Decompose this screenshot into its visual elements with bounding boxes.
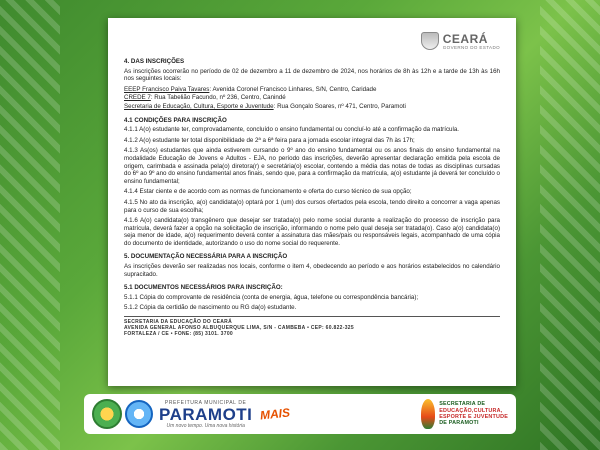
leaf-emblem-icon bbox=[421, 399, 435, 429]
section-5-1-title: 5.1 DOCUMENTOS NECESSÁRIOS PARA INSCRIÇÃO: bbox=[124, 284, 283, 292]
paragraph-4-1-3: 4.1.3 As(os) estudantes que ainda estiverem cursando o 9º ano do ensino fundamental ou os anos finais do ensino fundamental na modalidade Educação de Jovens e Adultos - EJA, no período das inscrições, deverão apresentar declaração emitida pela escola de origem, carimbada e assinada pela(o) diretora(r) e secretária(o) escolar, contendo a média das notas de todas as disciplinas cursadas do 6º ao 9º ano do ensino fundamental anos finais, sendo que, para a confirmação da matrícula, a(o) estudante já deverá ter concluído o ensino fundamental; bbox=[124, 147, 500, 185]
ceara-crest bbox=[421, 32, 500, 50]
section-4-intro: As inscrições ocorrerão no período de 02 de dezembro a 11 de dezembro de 2024, nos horários de 8h às 12h e a tarde de 13h às 16h nos seguintes locais: bbox=[124, 67, 500, 83]
crest-title: CEARÁ bbox=[442, 31, 488, 46]
municipal-flag-icon bbox=[125, 400, 153, 428]
paragraph-4-1-6: 4.1.6 A(o) candidata(o) transgênero que desejar ser tratada(o) pelo nome social durante a realização do processo de inscrição para matrícula, deverá fazer a opção na solicitação de inscrição, informando o nome pelo qual deseja ser tratada(o). Caso a(o) candidata(o) seja menor de idade, a(o) requerimento deverá conter a assinatura das mães/pais ou responsáveis legais, acompanhado de uma cópia do documento de identidade, autorizando o uso do nome social do requerente. bbox=[124, 217, 500, 247]
footer-line-1: SECRETARIA DA EDUCAÇÃO DO CEARÁ bbox=[124, 319, 233, 326]
section-5-intro: As inscrições deverão ser realizadas nos locais, conforme o item 4, obedecendo ao período e aos horários estabelecidos no calendário supracitado. bbox=[124, 263, 500, 278]
secretaria-line-1: SECRETARIA DE bbox=[439, 401, 486, 408]
secretaria-line-2: EDUCAÇÃO,CULTURA, bbox=[439, 407, 503, 414]
document-footer bbox=[124, 316, 500, 337]
location-3-address: : Rua Gonçalo Soares, nº 471, Centro, Paramoti bbox=[273, 102, 406, 110]
secretaria-line-3: ESPORTE E JUVENTUDE bbox=[439, 414, 508, 420]
location-2 bbox=[124, 94, 500, 102]
prefeitura-label: PREFEITURA MUNICIPAL DE bbox=[164, 399, 247, 406]
location-1 bbox=[124, 86, 500, 94]
background-stripe-right bbox=[540, 0, 600, 450]
document-page bbox=[108, 18, 516, 386]
mais-logo: MAIS bbox=[259, 405, 292, 423]
location-3 bbox=[124, 103, 500, 111]
paragraph-5-1-2: 5.1.2 Cópia da certidão de nascimento ou RG da(o) estudante. bbox=[124, 304, 297, 312]
crest-subtitle: GOVERNO DO ESTADO bbox=[442, 44, 500, 50]
location-3-name: Secretaria de Educação, Cultura, Esporte e Juventude bbox=[124, 102, 274, 110]
section-5-title: 5. DOCUMENTAÇÃO NECESSÁRIA PARA A INSCRIÇÃO bbox=[124, 253, 288, 261]
secretaria-logo bbox=[421, 399, 508, 429]
municipal-seal-icon bbox=[92, 399, 122, 429]
section-4-title: 4. DAS INSCRIÇÕES bbox=[124, 58, 185, 65]
logo-bar bbox=[84, 394, 516, 434]
city-slogan: Um novo tempo. Uma nova história bbox=[166, 422, 245, 429]
paragraph-4-1-1: 4.1.1 A(o) estudante ter, comprovadamente, concluído o ensino fundamental ou concluí-lo até a confirmação da matrícula. bbox=[124, 126, 460, 134]
location-1-name: EEEP Francisco Paiva Tavares bbox=[124, 85, 210, 93]
footer-line-2: AVENIDA GENERAL AFONSO ALBUQUERQUE LIMA, S/N - CAMBEBA • CEP: 60.822-325 bbox=[124, 325, 354, 332]
secretaria-line-4: DE PARAMOTI bbox=[439, 420, 479, 427]
paragraph-4-1-4: 4.1.4 Estar ciente e de acordo com as normas de funcionamento e oferta do curso técnico de sua opção; bbox=[124, 188, 412, 196]
location-2-address: : Rua Tabelião Facundo, nº 236, Centro, Canindé bbox=[150, 94, 286, 102]
prefeitura-logo bbox=[159, 400, 252, 429]
paragraph-5-1-1: 5.1.1 Cópia do comprovante de residência (conta de energia, água, telefone ou correspondência bancária); bbox=[124, 293, 419, 301]
location-1-address: : Avenida Coronel Francisco Linhares, S/N, Centro, Caridade bbox=[209, 85, 377, 93]
paragraph-4-1-5: 4.1.5 No ato da inscrição, a(o) candidata(o) optará por 1 (um) dos cursos ofertados pela escola, tendo direito a concorrer a vaga apenas para o curso de sua escolha; bbox=[124, 198, 500, 214]
background-stripe-left bbox=[0, 0, 60, 450]
footer-line-3: FORTALEZA / CE • FONE: (85) 3101. 3700 bbox=[124, 331, 234, 338]
location-2-name: CREDE 7 bbox=[124, 94, 151, 102]
paragraph-4-1-2: 4.1.2 A(o) estudante ter total disponibilidade de 2ª a 6ª feira para a jornada escolar integral das 7h às 17h; bbox=[124, 136, 415, 144]
section-4-1-title: 4.1 CONDIÇÕES PARA INSCRIÇÃO bbox=[124, 116, 227, 124]
shield-icon bbox=[421, 32, 439, 50]
city-name: PARAMOTI bbox=[159, 404, 253, 424]
